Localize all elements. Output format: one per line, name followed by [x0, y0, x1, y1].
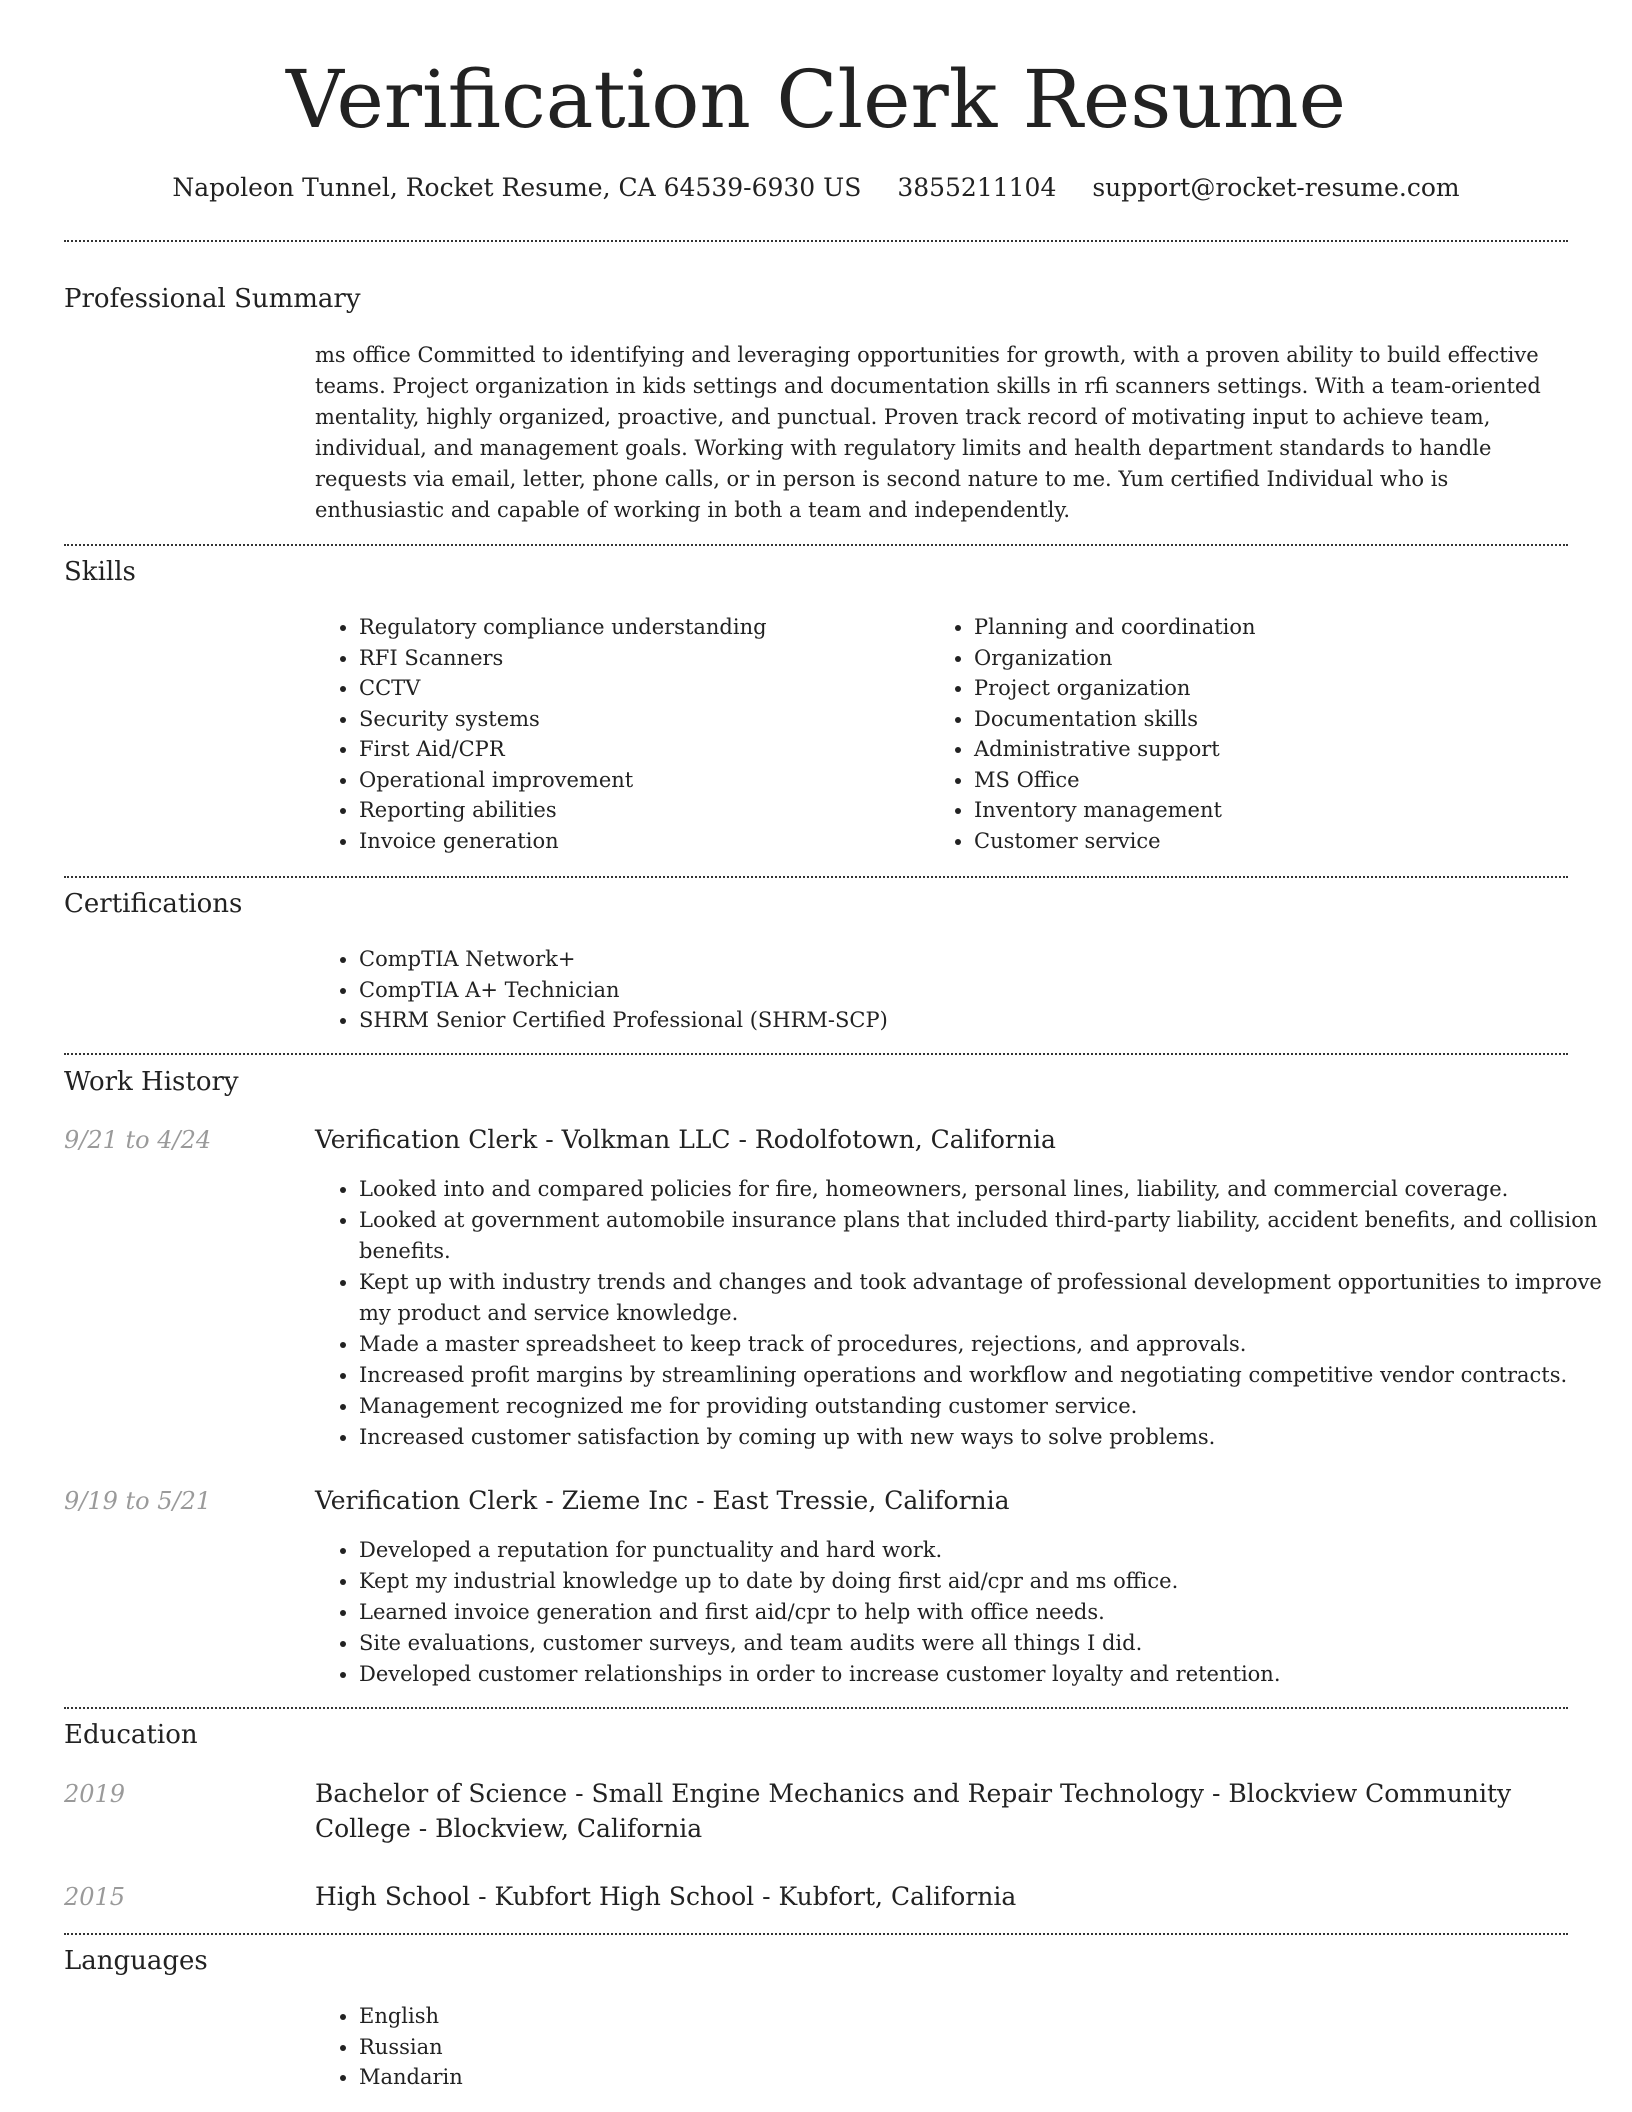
list-item: • Customer service	[974, 826, 1574, 857]
list-item: • Kept my industrial knowledge up to date by doing first aid/cpr and ms office.	[359, 1566, 1609, 1597]
list-item: • English	[359, 2001, 959, 2032]
skills-heading: Skills	[64, 557, 136, 587]
list-item: • CompTIA Network+	[359, 944, 1559, 975]
work-heading: Work History	[64, 1067, 239, 1097]
divider	[64, 1053, 1568, 1055]
list-item: • Developed a reputation for punctuality and hard work.	[359, 1535, 1609, 1566]
list-item: • First Aid/CPR	[359, 734, 919, 765]
list-item: • Looked into and compared policies for fire, homeowners, personal lines, liability, and commercial coverage.	[359, 1174, 1609, 1205]
divider	[64, 240, 1568, 242]
list-item: • Management recognized me for providing outstanding customer service.	[359, 1391, 1609, 1422]
summary-heading: Professional Summary	[64, 284, 361, 314]
list-item: • Reporting abilities	[359, 795, 919, 826]
job-dates: 9/19 to 5/21	[64, 1487, 212, 1515]
list-item: • Increased customer satisfaction by coming up with new ways to solve problems.	[359, 1422, 1609, 1453]
languages-heading: Languages	[64, 1946, 208, 1976]
divider	[64, 544, 1568, 546]
list-item: • Learned invoice generation and first aid/cpr to help with office needs.	[359, 1597, 1609, 1628]
divider	[64, 1707, 1568, 1709]
list-item: • Security systems	[359, 704, 919, 735]
certifications-list	[315, 944, 1559, 1036]
list-item: • Project organization	[974, 673, 1574, 704]
list-item: • Organization	[974, 643, 1574, 674]
contact-line	[64, 170, 1568, 206]
languages-list	[315, 2001, 959, 2093]
list-item: • RFI Scanners	[359, 643, 919, 674]
education-heading: Education	[64, 1720, 198, 1750]
list-item: • Administrative support	[974, 734, 1574, 765]
list-item: • Russian	[359, 2032, 959, 2063]
list-item: • Documentation skills	[974, 704, 1574, 735]
certifications-heading: Certifications	[64, 889, 243, 919]
job-dates: 9/21 to 4/24	[64, 1126, 212, 1154]
contact-email[interactable]: support@rocket-resume.com	[1092, 173, 1460, 202]
contact-phone: 3855211104	[897, 173, 1057, 202]
divider	[64, 876, 1568, 878]
list-item: • Inventory management	[974, 795, 1574, 826]
education-title: High School - Kubfort High School - Kubfort, California	[315, 1882, 1017, 1911]
job-title: Verification Clerk - Volkman LLC - Rodolfotown, California	[315, 1125, 1056, 1154]
list-item: • Operational improvement	[359, 765, 919, 796]
skills-list-right	[930, 612, 1574, 856]
list-item: • Kept up with industry trends and changes and took advantage of professional development opportunities to improve my product and service knowledge.	[359, 1267, 1609, 1329]
contact-address: Napoleon Tunnel, Rocket Resume, CA 64539-6930 US	[172, 173, 862, 202]
skills-list-left	[315, 612, 919, 856]
summary-text: ms office Committed to identifying and leveraging opportunities for growth, with a proven ability to build effective teams. Project organization in kids settings and documentation skills in rfi scanners settings. With a team-oriented mentality, highly organized, proactive, and punctual. Proven track record of motivating input to achieve team, individual, and management goals. Working with regulatory limits and health department standards to handle requests via email, letter, phone calls, or in person is second nature to me. Yum certified Individual who is enthusiastic and capable of working in both a team and independently.	[315, 343, 1541, 522]
divider	[64, 1933, 1568, 1935]
education-year: 2015	[64, 1883, 126, 1911]
education-title: Bachelor of Science - Small Engine Mechanics and Repair Technology - Blockview Community College - Blockview, California	[315, 1779, 1512, 1843]
list-item: • Increased profit margins by streamlining operations and workflow and negotiating competitive vendor contracts.	[359, 1360, 1609, 1391]
job-bullets	[315, 1535, 1609, 1690]
list-item: • CompTIA A+ Technician	[359, 975, 1559, 1006]
list-item: • CCTV	[359, 673, 919, 704]
list-item: • SHRM Senior Certified Professional (SHRM-SCP)	[359, 1005, 1559, 1036]
list-item: • Developed customer relationships in order to increase customer loyalty and retention.	[359, 1659, 1609, 1690]
list-item: • Mandarin	[359, 2062, 959, 2093]
list-item: • Site evaluations, customer surveys, and team audits were all things I did.	[359, 1628, 1609, 1659]
education-year: 2019	[64, 1780, 126, 1808]
resume-title: Verification Clerk Resume	[286, 53, 1346, 146]
job-title: Verification Clerk - Zieme Inc - East Tressie, California	[315, 1486, 1010, 1515]
job-bullets	[315, 1174, 1609, 1453]
list-item: • Regulatory compliance understanding	[359, 612, 919, 643]
list-item: • Looked at government automobile insurance plans that included third-party liability, accident benefits, and collision benefits.	[359, 1205, 1609, 1267]
list-item: • Planning and coordination	[974, 612, 1574, 643]
list-item: • MS Office	[974, 765, 1574, 796]
list-item: • Invoice generation	[359, 826, 919, 857]
list-item: • Made a master spreadsheet to keep track of procedures, rejections, and approvals.	[359, 1329, 1609, 1360]
